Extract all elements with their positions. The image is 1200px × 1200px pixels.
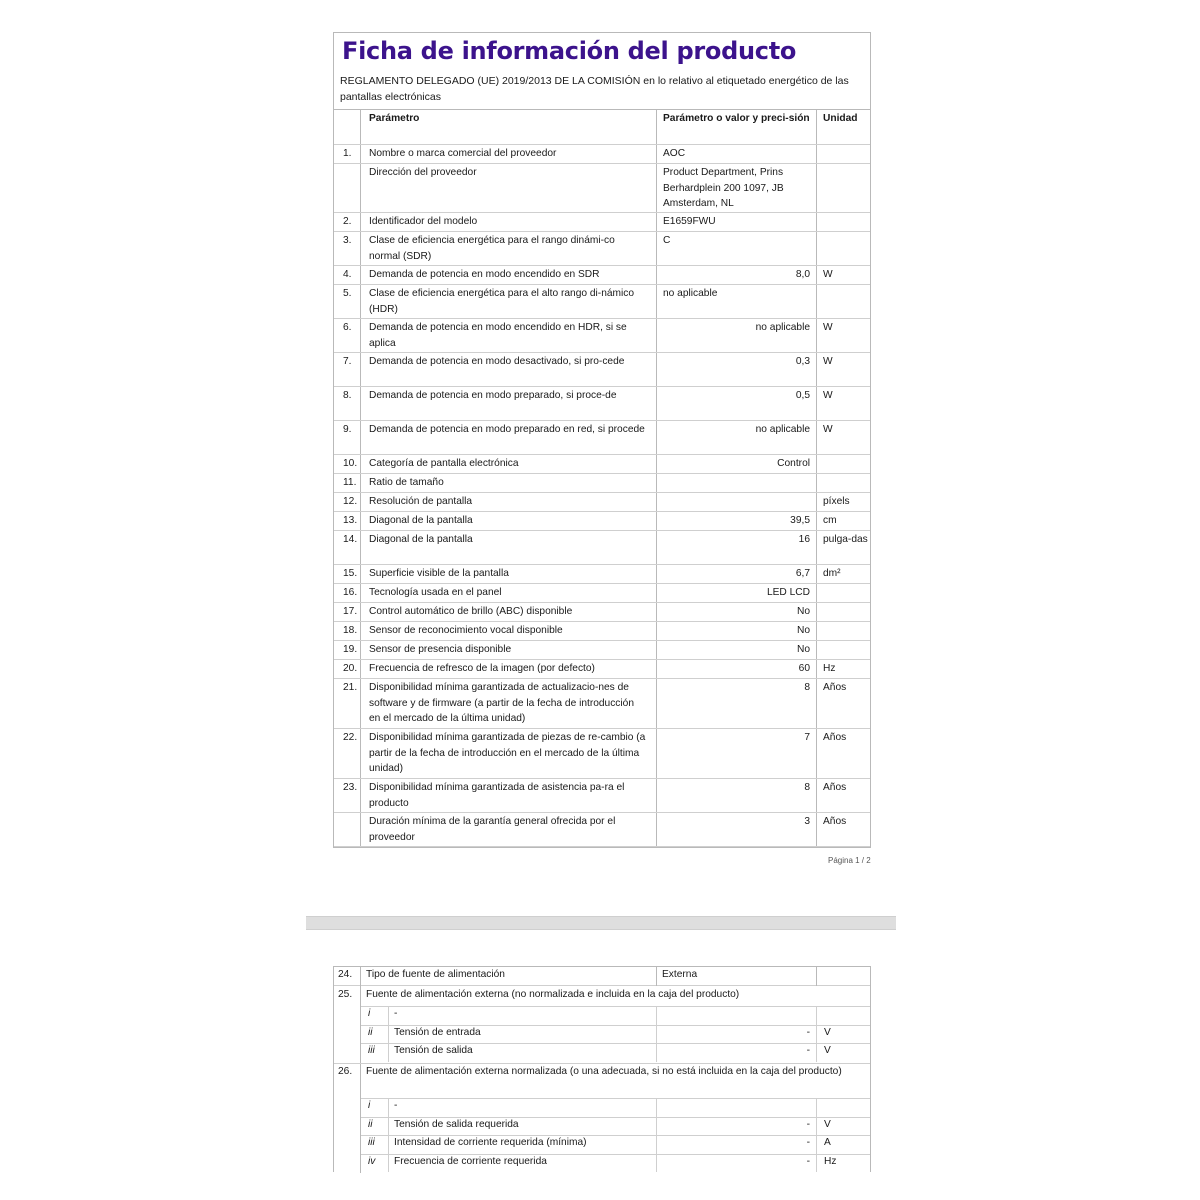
table-row [334,641,870,660]
divider [816,967,817,986]
sub-item-index: i [368,1100,371,1111]
row-unit: W [816,421,870,454]
row-value: 7 [656,729,816,778]
divider [360,1135,870,1136]
row-value: No [656,641,816,659]
divider [816,1098,817,1172]
row-number: 12. [343,496,358,507]
divider [360,1117,870,1118]
row-unit: píxels [816,493,870,511]
divider [360,1006,870,1007]
sub-list-item [334,1098,870,1116]
row-parameter: Sensor de presencia disponible [360,641,656,659]
divider [388,1006,389,1062]
sub-item-parameter: Tensión de salida [394,1045,473,1056]
table-row [334,779,870,813]
table-row [334,213,870,232]
divider [816,1006,817,1062]
row-unit [816,603,870,621]
row-number [334,164,360,212]
sub-item-unit: V [824,1045,831,1056]
sub-item-parameter: Frecuencia de corriente requerida [394,1155,547,1167]
sub-item-index: ii [368,1026,373,1038]
row-value: no aplicable [656,319,816,352]
row-number: 17. [343,606,358,617]
row-number: 2. [343,216,352,227]
table-row [334,266,870,285]
divider [656,1006,657,1062]
table-row [334,232,870,266]
row-parameter: Clase de eficiencia energética para el alto rango di-námico (HDR) [360,285,656,318]
row-parameter: Frecuencia de refresco de la imagen (por defecto) [360,660,656,678]
row-value: AOC [656,145,816,163]
sub-item-parameter: - [394,1008,398,1019]
row-value [656,493,816,511]
divider [360,1098,361,1172]
row-value: 8 [656,779,816,812]
table-row [334,603,870,622]
table-row [334,455,870,474]
row-unit: W [816,266,870,284]
row-unit [816,455,870,473]
row-number: 24. [338,969,353,980]
table-row [334,493,870,512]
divider [656,967,657,986]
row-unit [816,622,870,640]
row-value: 60 [656,660,816,678]
row-value: Product Department, Prins Berhardplein 200 1097, JB Amsterdam, NL [656,164,816,212]
table-row [334,319,870,353]
row-number: 1. [343,148,352,159]
row-number: 6. [343,322,352,333]
row-parameter: Tecnología usada en el panel [360,584,656,602]
row-parameter: Superficie visible de la pantalla [360,565,656,583]
sub-item-parameter: Tensión de salida requerida [394,1118,519,1130]
row-parameter: Disponibilidad mínima garantizada de asistencia pa-ra el producto [360,779,656,812]
sub-item-parameter: Tensión de entrada [394,1026,481,1038]
table-row [334,145,870,164]
row-parameter: Fuente de alimentación externa (no normalizada e incluida en la caja del producto) [366,989,740,1000]
header-parameter: Parámetro [360,110,656,144]
row-parameter: Fuente de alimentación externa normalizada (o una adecuada, si no está incluida en la caja del producto) [366,1066,842,1077]
header-num [334,110,360,144]
regulation-subtitle [340,73,868,105]
table-row [334,729,870,779]
divider [360,1025,870,1026]
row-number: 14. [343,534,358,545]
row-number: 23. [343,782,358,793]
row-number: 16. [343,587,358,598]
row-value: C [656,232,816,265]
row-number: 8. [343,390,352,401]
table-row-24 [334,967,870,986]
table-row [334,421,870,455]
row-number: 25. [338,989,353,1000]
table-row-25 [334,987,870,1006]
row-number: 15. [343,568,358,579]
row-value: 16 [656,531,816,564]
row-parameter: Disponibilidad mínima garantizada de piezas de re-cambio (a partir de la fecha de introducción en el mercado de la última unidad) [360,729,656,778]
row-value: LED LCD [656,584,816,602]
table-row [334,512,870,531]
table-row [334,353,870,387]
sub-item-value: - [806,1137,810,1148]
row-parameter: Diagonal de la pantalla [360,531,656,564]
table-row [334,164,870,213]
sub-item-value: - [806,1118,810,1130]
row-value: 39,5 [656,512,816,530]
row-value: Externa [662,969,698,980]
page-separator [306,916,896,930]
sub-item-value: - [806,1155,810,1167]
page-title: Ficha de información del producto [342,37,797,65]
row-number: 20. [343,663,358,674]
row-number: 11. [343,477,357,488]
sub-item-unit: Hz [824,1155,837,1167]
sub-list-item [334,1025,870,1043]
row-value: 0,5 [656,387,816,420]
row-value: no aplicable [656,285,816,318]
row-value: E1659FWU [656,213,816,231]
sub-item-index: iv [368,1155,376,1167]
row-value: No [656,603,816,621]
row-value: Control [656,455,816,473]
sub-item-value: - [806,1045,810,1056]
header-value: Parámetro o valor y preci-sión [656,110,816,144]
row-unit [816,584,870,602]
row-parameter: Nombre o marca comercial del proveedor [360,145,656,163]
divider [360,1098,870,1099]
row-unit: W [816,353,870,386]
divider [656,1098,657,1172]
sub-item-parameter: - [394,1100,398,1111]
row-parameter: Demanda de potencia en modo encendido en SDR [360,266,656,284]
product-info-sheet-page-1 [333,32,871,848]
row-value: 0,3 [656,353,816,386]
product-info-sheet-page-2 [333,966,871,1172]
row-number: 7. [343,356,352,367]
row-number: 21. [343,682,358,693]
row-number: 3. [343,235,352,246]
row-parameter: Disponibilidad mínima garantizada de actualizacio-nes de software y de firmware (a partir de la fecha de introducción en el mercado de la última unidad) [360,679,656,728]
sub-item-value: - [806,1026,810,1038]
regulation-name: REGLAMENTO DELEGADO (UE) 2019/2013 DE LA COMISIÓN [340,75,641,87]
table-row [334,285,870,319]
row-unit: Años [816,779,870,812]
row-unit [816,213,870,231]
page-number: Página 1 / 2 [828,856,871,865]
row-parameter: Clase de eficiencia energética para el rango dinámi-co normal (SDR) [360,232,656,265]
row-number: 26. [338,1066,353,1077]
table-row [334,387,870,421]
row-parameter: Duración mínima de la garantía general ofrecida por el proveedor [360,813,656,846]
row-number: 22. [343,732,358,743]
row-value: 3 [656,813,816,846]
sub-item-unit: V [824,1026,831,1038]
divider [360,1006,361,1062]
row-unit [816,641,870,659]
row-unit: W [816,387,870,420]
row-value: No [656,622,816,640]
row-unit [816,474,870,492]
sub-list-item [334,1043,870,1061]
row-unit: pulga-das [816,531,870,564]
row-number: 19. [343,644,358,655]
row-parameter: Control automático de brillo (ABC) disponible [360,603,656,621]
row-number: 18. [343,625,358,636]
row-parameter: Diagonal de la pantalla [360,512,656,530]
divider [360,1043,870,1044]
row-unit [816,164,870,212]
table-row [334,679,870,729]
row-unit: Años [816,679,870,728]
sub-item-index: iii [368,1045,375,1056]
row-unit: dm² [816,565,870,583]
row-value: 8 [656,679,816,728]
sub-list-item [334,1154,870,1172]
table-row [334,622,870,641]
row-unit [816,285,870,318]
table-row [334,474,870,493]
row-parameter: Demanda de potencia en modo desactivado, si pro-cede [360,353,656,386]
row-value: 8,0 [656,266,816,284]
row-parameter: Sensor de reconocimiento vocal disponible [360,622,656,640]
sub-list-item [334,1006,870,1024]
row-unit [816,232,870,265]
sub-item-unit: V [824,1118,831,1130]
parameter-table [334,109,870,849]
table-row-26 [334,1063,870,1097]
row-number [334,813,360,846]
table-row [334,660,870,679]
sub-list-item [334,1117,870,1135]
sub-item-index: iii [368,1137,375,1148]
row-unit: cm [816,512,870,530]
row-number: 9. [343,424,352,435]
row-value: no aplicable [656,421,816,454]
row-number: 4. [343,269,352,280]
row-number: 10. [343,458,358,469]
row-value: 6,7 [656,565,816,583]
sub-list-item [334,1135,870,1153]
row-unit: W [816,319,870,352]
sub-item-index: i [368,1008,371,1019]
row-parameter: Demanda de potencia en modo encendido en HDR, si se aplica [360,319,656,352]
sub-item-unit: A [824,1137,831,1148]
row-unit: Años [816,813,870,846]
header-unit: Unidad [816,110,870,144]
row-parameter: Identificador del modelo [360,213,656,231]
table-row [334,565,870,584]
divider [388,1098,389,1172]
table-header-row [334,110,870,145]
row-value [656,474,816,492]
row-unit: Años [816,729,870,778]
table-row [334,584,870,603]
row-number: 5. [343,288,352,299]
row-parameter: Resolución de pantalla [360,493,656,511]
sub-item-index: ii [368,1118,373,1130]
row-parameter: Tipo de fuente de alimentación [366,969,505,980]
regulation-description: en lo relativo al etiquetado energético de las pantallas electrónicas [340,75,849,103]
row-parameter: Demanda de potencia en modo preparado en red, si procede [360,421,656,454]
row-parameter: Categoría de pantalla electrónica [360,455,656,473]
row-parameter: Demanda de potencia en modo preparado, si proce-de [360,387,656,420]
row-number: 13. [343,515,358,526]
table-row [334,813,870,847]
row-parameter: Ratio de tamaño [360,474,656,492]
row-unit: Hz [816,660,870,678]
sub-item-parameter: Intensidad de corriente requerida (mínima) [394,1137,587,1148]
row-unit [816,145,870,163]
table-row [334,531,870,565]
divider [360,1154,870,1155]
row-parameter: Dirección del proveedor [360,164,656,212]
